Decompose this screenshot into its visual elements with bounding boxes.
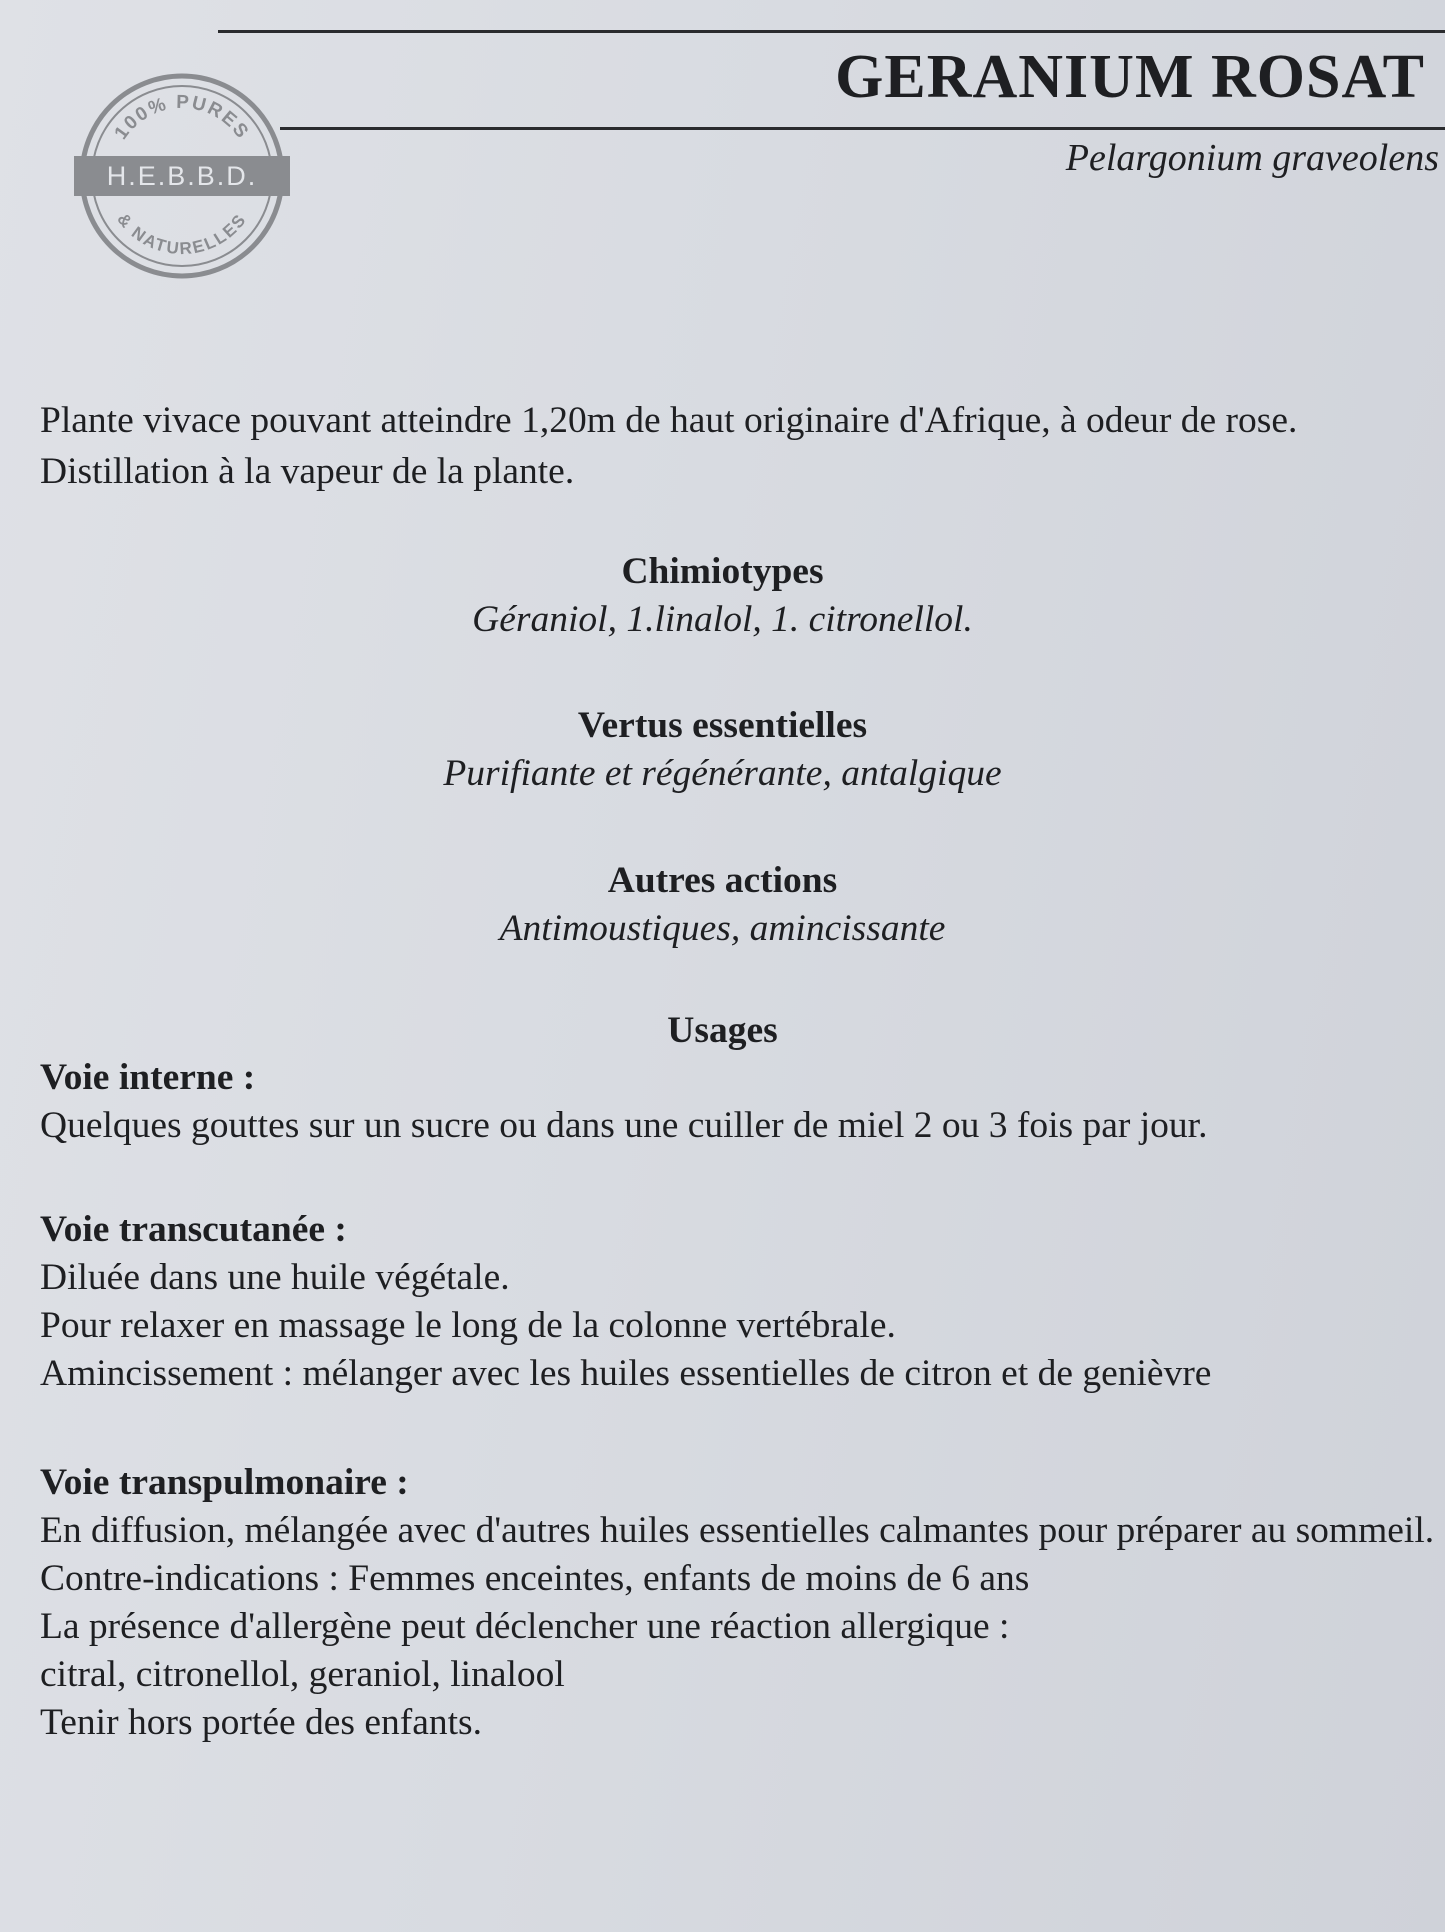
seal-top-text: 100% PURES: [110, 91, 254, 144]
usage-line: Amincissement : mélanger avec les huiles essentielles de citron et de genièvre: [40, 1353, 1212, 1394]
section-value: Purifiante et régénérante, antalgique: [443, 753, 1002, 794]
seal-bottom-text: & NATURELLES: [113, 209, 251, 259]
usage-label: Voie transpulmonaire :: [40, 1462, 409, 1503]
seal-center-text: H.E.B.B.D.: [106, 161, 258, 191]
usage-transpulmonary: [40, 1459, 1440, 1747]
section-heading: Vertus essentielles: [577, 705, 868, 746]
section-vertus: [0, 702, 1445, 798]
section-heading: Autres actions: [607, 860, 838, 901]
usage-label: Voie interne :: [40, 1057, 256, 1098]
child-safety-line: Tenir hors portée des enfants.: [40, 1702, 483, 1743]
usage-line: Pour relaxer en massage le long de la colonne vertébrale.: [40, 1305, 896, 1346]
usage-line: Diluée dans une huile végétale.: [40, 1257, 510, 1298]
intro-paragraph: Plante vivace pouvant atteindre 1,20m de haut originaire d'Afrique, à odeur de rose. Distillation à la vapeur de la plante.: [40, 400, 1298, 492]
usage-transcutaneous: [40, 1206, 1440, 1398]
usages-heading: Usages: [667, 1010, 778, 1051]
usages-heading-block: [0, 1007, 1445, 1055]
header-bottom-rule: [280, 127, 1445, 130]
section-value: Antimoustiques, amincissante: [499, 908, 946, 949]
usage-line: Quelques gouttes sur un sucre ou dans une cuiller de miel 2 ou 3 fois par jour.: [40, 1105, 1208, 1146]
latin-name: Pelargonium graveolens: [1065, 137, 1439, 179]
allergen-warning-line: La présence d'allergène peut déclencher une réaction allergique :: [40, 1606, 1010, 1647]
header-top-rule: [218, 30, 1445, 33]
usage-internal: [40, 1054, 1440, 1150]
product-title: GERANIUM ROSAT: [835, 43, 1425, 111]
usage-label: Voie transcutanée :: [40, 1209, 347, 1250]
section-heading: Chimiotypes: [621, 551, 824, 592]
section-autres-actions: [0, 857, 1445, 953]
allergen-list-line: citral, citronellol, geraniol, linalool: [40, 1654, 565, 1695]
section-value: Géraniol, 1.linalol, 1. citronellol.: [472, 599, 973, 640]
quality-seal-logo: [74, 68, 290, 284]
usage-line: En diffusion, mélangée avec d'autres huiles essentielles calmantes pour préparer au sommeil.: [40, 1510, 1435, 1551]
contra-indications-line: Contre-indications : Femmes enceintes, enfants de moins de 6 ans: [40, 1558, 1030, 1599]
section-chimiotypes: [0, 548, 1445, 644]
